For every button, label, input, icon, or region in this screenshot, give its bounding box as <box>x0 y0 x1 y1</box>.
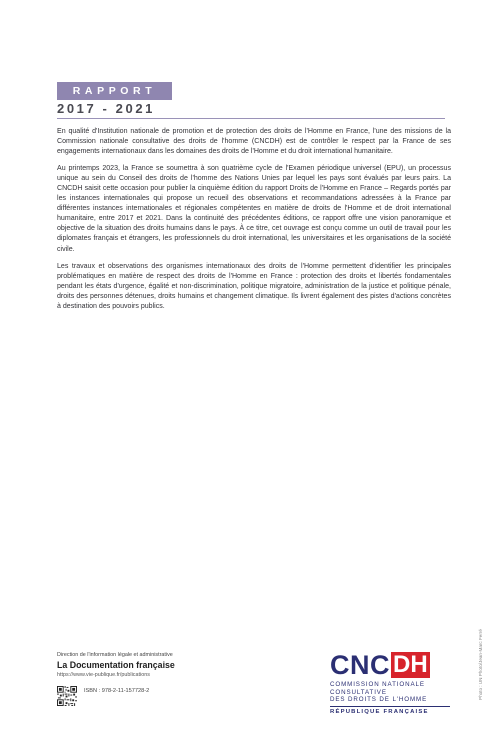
summary-text <box>57 127 451 319</box>
publisher-url: https://www.vie-publique.fr/publications <box>57 672 150 678</box>
paragraph-1: En qualité d'Institution nationale de promotion et de protection des droits de l'Homme en France, l'une des missions de la Commission nationale consultative des droits de l'homme (CNCDH) est de contrôler le respect par la France de ses engagements internationaux dans les domaines des droits de l'Homme et du droit international humanitaire. <box>57 128 451 156</box>
report-badge: RAPPORT <box>57 82 172 100</box>
logo-republic: RÉPUBLIQUE FRANÇAISE <box>330 708 429 715</box>
cncdh-logo <box>330 652 450 722</box>
publisher-block <box>57 651 257 680</box>
publisher-name: La Documentation française <box>57 660 175 670</box>
header-divider <box>57 118 445 119</box>
paragraph-2: Au printemps 2023, la France se soumettra à son quatrième cycle de l'Examen périodique universel (EPU), un processus unique au sein du Conseil des droits de l'homme des Nations Unies par lequel les pays sont évalués par leurs pairs. La CNCDH saisit cette occasion pour publier la cinquième édition du rapport Droits de l'Homme en France – Regards portés par les instances internationales qui propose un recueil des observations et recommandations adressées à la France par différentes instances internationales et régionales compétentes en matière de droits de l'Homme et de droit international humanitaire, entre 2017 et 2021. Dans la continuité des précédentes éditions, ce rapport offre une vision panoramique et objective de la situation des droits humains dans le pays. À ce titre, cet ouvrage est conçu comme un outil de travail pour les diplomates français et étrangers, les professionnels du droit international, les universitaires et les organisations de la société civile. <box>57 165 451 253</box>
logo-line-2: CONSULTATIVE <box>330 688 387 696</box>
photo-credit: Photo : UN Photo/Jean-Marc Ferré <box>478 629 483 700</box>
logo-letters: CNC <box>330 650 390 680</box>
isbn-number: ISBN : 978-2-11-157728-2 <box>84 688 150 694</box>
logo-line-1: COMMISSION NATIONALE <box>330 681 425 688</box>
qr-code-icon <box>57 686 77 706</box>
logo-wordmark <box>330 652 430 678</box>
logo-divider <box>330 706 450 707</box>
dila-label: Direction de l'information légale et administrative <box>57 652 173 658</box>
logo-line-3: DES DROITS DE L'HOMME <box>330 696 428 703</box>
logo-red-box: DH <box>393 651 428 678</box>
logo-subtitle <box>330 681 450 716</box>
paragraph-3: Les travaux et observations des organismes internationaux des droits de l'Homme permettent d'identifier les principales problématiques en matière de respect des droits de l'Homme en France : protection des droits et libertés fondamentales pendant les états d'urgence, égalité et non-discrimination, politique migratoire, administration de la justice et politique pénale, droits des personnes détenues, droits humains et changement climatique. Ils livrent également des pistes d'actions concrètes à destination des pouvoirs publics. <box>57 262 451 310</box>
report-years: 2017 - 2021 <box>57 101 155 116</box>
